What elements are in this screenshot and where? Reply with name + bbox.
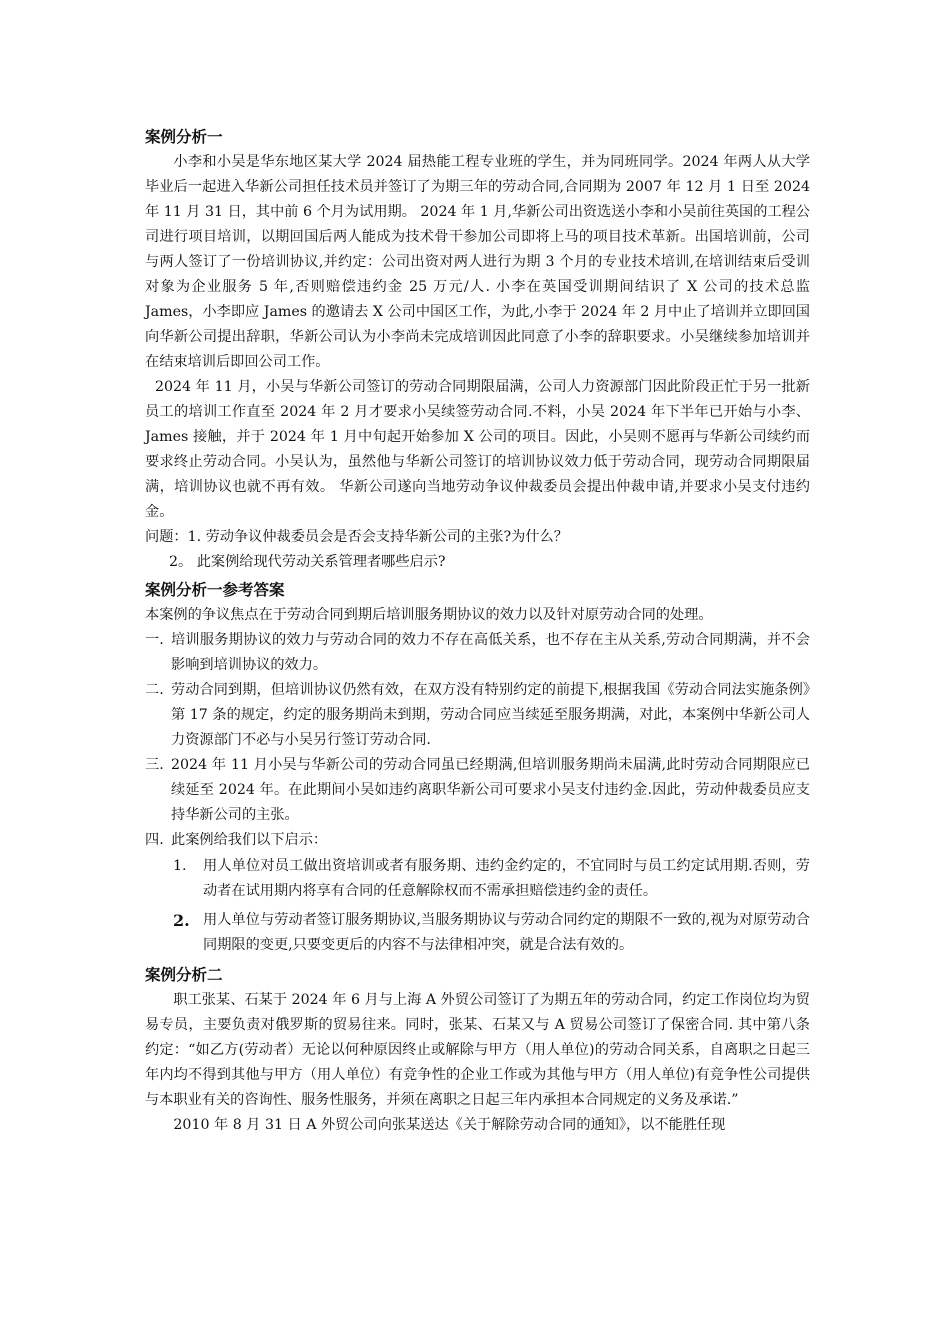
- case1-paragraph-1: 小李和小吴是华东地区某大学 2024 届热能工程专业班的学生，并为同班同学。2024 年两人从大学毕业后一起进入华新公司担任技术员并签订了为期三年的劳动合同,合同期为 2007 年 12 月 1 日至 2024 年 11 月 31 日，其中前 6 个月为试用期。 2024 年 1 月,华新公司出资选送小李和小吴前往英国的工程公司进行项目培训，以期回国后两人能成为技术骨干参加公司即将上马的项目技术革新。出国培训前，公司与两人签订了一份培训协议,并约定：公司出资对两人进行为期 3 个月的专业技术培训,在培训结束后受训对象为企业服务 5 年,否则赔偿违约金 25 万元/人. 小李在英国受训期间结识了 X 公司的技术总监 James，小李即应 James 的邀请去 X 公司中国区工作，为此,小李于 2024 年 2 月中止了培训并立即回国向华新公司提出辞职，华新公司认为小李尚未完成培训因此同意了小李的辞职要求。小吴继续参加培训并在结束培训后即回公司工作。: [145, 154, 810, 370]
- answer1-subitem: [173, 854, 810, 904]
- item-number: 二.: [145, 682, 164, 698]
- subitem-text: 用人单位与劳动者签订服务期协议,当服务期协议与劳动合同约定的期限不一致的,视为对原劳动合同期限的变更,只要变更后的内容不与法律相冲突，就是合法有效的。: [203, 912, 810, 953]
- answer1-title: 案例分析一参考答案: [145, 581, 285, 599]
- answer1-intro: 本案例的争议焦点在于劳动合同到期后培训服务期协议的效力以及针对原劳动合同的处理。: [145, 607, 713, 623]
- subitem-number: 2.: [173, 911, 190, 930]
- case2-paragraph-2: 2010 年 8 月 31 日 A 外贸公司向张某送达《关于解除劳动合同的通知》，以不能胜任现: [173, 1117, 726, 1133]
- subitem-text: 用人单位对员工做出资培训或者有服务期、违约金约定的，不宜同时与员工约定试用期.否则，劳动者在试用期内将享有合同的任意解除权而不需承担赔偿违约金的责任。: [203, 858, 810, 899]
- case2-title: 案例分析二: [145, 966, 223, 984]
- case1-question-2: 2。 此案例给现代劳动关系管理者哪些启示?: [169, 554, 446, 570]
- answer1-item: [145, 678, 810, 753]
- item-text: 此案例给我们以下启示：: [171, 832, 328, 848]
- answer1-subitem: [173, 908, 810, 958]
- case1-title: 案例分析一: [145, 128, 223, 146]
- item-text: 2024 年 11 月小吴与华新公司的劳动合同虽已经期满,但培训服务期尚未届满,此时劳动合同期限应已续延至 2024 年。在此期间小吴如违约离职华新公司可要求小吴支付违约金.因此，劳动仲裁委员应支持华新公司的主张。: [171, 757, 810, 823]
- item-number: 四.: [145, 832, 164, 848]
- case2-paragraph-1: 职工张某、石某于 2024 年 6 月与上海 A 外贸公司签订了为期五年的劳动合同，约定工作岗位均为贸易专员，主要负责对俄罗斯的贸易往来。同时，张某、石某又与 A 贸易公司签订了保密合同. 其中第八条约定：“如乙方(劳动者）无论以何种原因终止或解除与甲方（用人单位)的劳动合同关系，自离职之日起三年内均不得到其他与甲方（用人单位）有竞争性的企业工作或为其他与甲方（用人单位)有竞争性公司提供与本职业有关的咨询性、服务性服务，并须在离职之日起三年内承担本合同规定的义务及承诺.”: [145, 992, 810, 1108]
- answer1-item: [145, 828, 810, 853]
- answer1-item: [145, 628, 810, 678]
- answer1-item: [145, 753, 810, 828]
- subitem-number: 1.: [173, 858, 187, 874]
- item-text: 培训服务期协议的效力与劳动合同的效力不存在高低关系，也不存在主从关系,劳动合同期满，并不会影响到培训协议的效力。: [171, 632, 810, 673]
- case1-paragraph-2: 2024 年 11 月，小吴与华新公司签订的劳动合同期限届满，公司人力资源部门因此阶段正忙于另一批新员工的培训工作直至 2024 年 2 月才要求小吴续签劳动合同.不料，小吴 2024 年下半年已开始与小李、James 接触，并于 2024 年 1 月中旬起开始参加 X 公司的项目。因此，小吴则不愿再与华新公司续约而要求终止劳动合同。小吴认为，虽然他与华新公司签订的培训协议效力低于劳动合同，现劳动合同期限届满，培训协议也就不再有效。 华新公司遂向当地劳动争议仲裁委员会提出仲裁申请,并要求小吴支付违约金。: [145, 379, 810, 520]
- case1-question-1: 问题：1. 劳动争议仲裁委员会是否会支持华新公司的主张?为什么？: [145, 529, 568, 545]
- case2-section: [145, 962, 810, 1138]
- item-number: 三.: [145, 757, 164, 773]
- item-number: 一.: [145, 632, 164, 648]
- document-page: [145, 122, 810, 1138]
- item-text: 劳动合同到期，但培训协议仍然有效，在双方没有特别约定的前提下,根据我国《劳动合同法实施条例》第 17 条的规定，约定的服务期尚未到期，劳动合同应当续延至服务期满，对此，本案例中华新公司人力资源部门不必与小吴另行签订劳动合同.: [171, 682, 810, 748]
